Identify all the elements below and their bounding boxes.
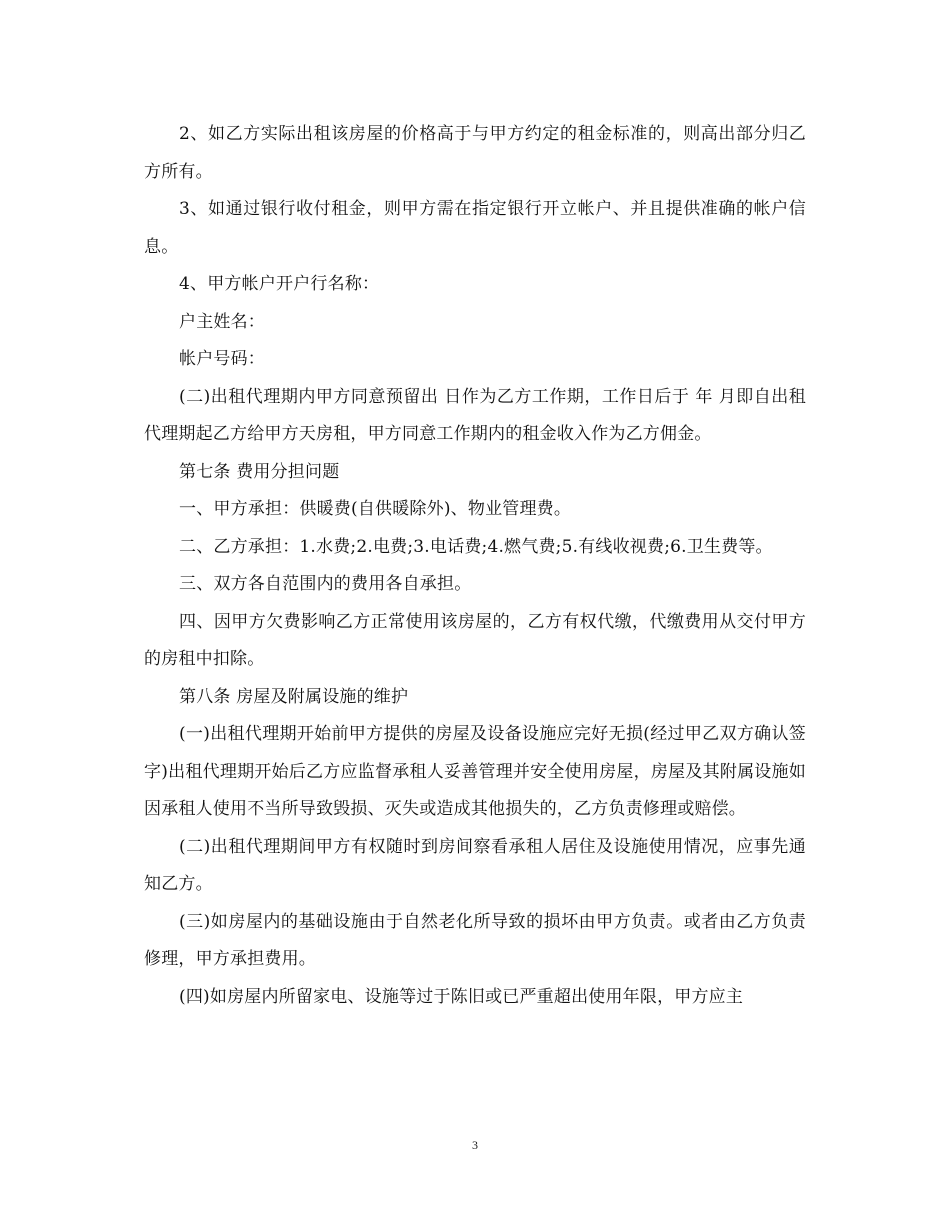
paragraph-maintenance-1: (一)出租代理期开始前甲方提供的房屋及设备设施应完好无损(经过甲乙双方确认签字)出租代理期开始后乙方应监督承租人妥善管理并安全使用房屋，房屋及其附属设施如因承租人使用不当所导致毁损、灭失或造成其他损失的，乙方负责修理或赔偿。 — [144, 724, 806, 819]
paragraph-rent-surplus: 2、如乙方实际出租该房屋的价格高于与甲方约定的租金标准的，则高出部分归乙方所有。 — [144, 124, 806, 182]
section-heading-article-7: 第七条 费用分担问题 — [179, 461, 340, 482]
paragraph-own-costs: 三、双方各自范围内的费用各自承担。 — [179, 574, 472, 594]
paragraph-maintenance-2: (二)出租代理期间甲方有权随时到房间察看承租人居住及设施使用情况，应事先通知乙方。 — [144, 836, 806, 894]
paragraph-maintenance-3: (三)如房屋内的基础设施由于自然老化所导致的损坏由甲方负责。或者由乙方负责修理，甲方承担费用。 — [144, 911, 806, 969]
document-body — [144, 116, 806, 1016]
paragraph-arrears: 四、因甲方欠费影响乙方正常使用该房屋的，乙方有权代缴，代缴费用从交付甲方的房租中扣除。 — [144, 611, 806, 669]
paragraph-party-b-costs: 二、乙方承担：1.水费;2.电费;3.电话费;4.燃气费;5.有线收视费;6.卫生费等。 — [179, 536, 773, 557]
paragraph-work-period: (二)出租代理期内甲方同意预留出 日作为乙方工作期，工作日后于 年 月即自出租代理期起乙方给甲方天房租，甲方同意工作期内的租金收入作为乙方佣金。 — [144, 386, 806, 444]
paragraph-party-a-costs: 一、甲方承担：供暖费(自供暖除外)、物业管理费。 — [179, 499, 572, 519]
page-number: 3 — [472, 1138, 478, 1152]
paragraph-bank-account: 3、如通过银行收付租金，则甲方需在指定银行开立帐户、并且提供准确的帐户信息。 — [144, 199, 806, 257]
paragraph-bank-name: 4、甲方帐户开户行名称： — [179, 274, 380, 294]
paragraph-account-holder: 户主姓名： — [179, 311, 265, 332]
paragraph-maintenance-4: (四)如房屋内所留家电、设施等过于陈旧或已严重超出使用年限，甲方应主 — [179, 986, 744, 1007]
paragraph-account-number: 帐户号码： — [179, 349, 265, 369]
section-heading-article-8: 第八条 房屋及附属设施的维护 — [179, 686, 409, 707]
